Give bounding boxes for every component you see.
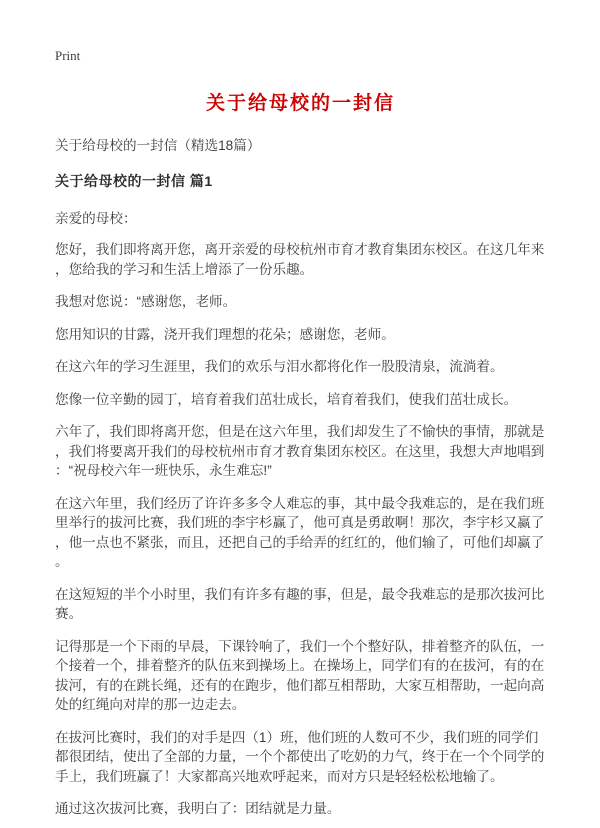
paragraph: 六年了，我们即将离开您，但是在这六年里，我们却发生了不愉快的事情，那就是，我们将要离开我们的母校杭州市育才教育集团东校区。在这里，我想大声地唱到：“祝母校六年一班快乐，永生难忘!” (55, 424, 545, 478)
paragraph: 在这六年的学习生涯里，我们的欢乐与泪水都将化作一股股清泉，流淌着。 (55, 359, 504, 374)
paragraph: 在拔河比赛时，我们的对手是四（1）班，他们班的人数可不少，我们班的同学们都很团结，使出了全部的力量，一个个都使出了吃奶的力气，终于在一个个同学的手上，我们班赢了！大家都高兴地欢呼起来，而对方只是轻轻松松地输了。 (55, 729, 545, 784)
paragraph: 您像一位辛勤的园丁，培育着我们茁壮成长，培育着我们，使我们茁壮成长。 (55, 391, 518, 407)
salutation: 亲爱的母校： (55, 211, 137, 226)
paragraph: 我想对您说：“感谢您，老师。 (55, 294, 237, 309)
document-subtitle: 关于给母校的一封信（精选18篇） (55, 138, 261, 153)
paragraph: 在这短短的半个小时里，我们有许多有趣的事，但是，最令我难忘的是那次拔河比赛。 (55, 586, 545, 621)
paragraph: 在这六年里，我们经历了许许多多令人难忘的事，其中最令我难忘的，是在我们班里举行的拔河比赛，我们班的李宇杉赢了，他可真是勇敢啊！那次，李宇杉又赢了，他一点也不紧张，而且，还把自己的手给弄的红红的，他们输了，可他们却赢了。 (55, 495, 545, 569)
print-button[interactable]: Print (55, 48, 81, 63)
paragraph: 您用知识的甘露，浇开我们理想的花朵；感谢您，老师。 (55, 326, 395, 342)
paragraph: 您好，我们即将离开您，离开亲爱的母校杭州市育才教育集团东校区。在这几年来，您给我的学习和生活上增添了一份乐趣。 (55, 242, 545, 277)
paragraph: 通过这次拔河比赛，我明白了：团结就是力量。 (55, 801, 341, 816)
page-title: 关于给母校的一封信 (205, 93, 395, 114)
section-heading: 关于给母校的一封信 篇1 (55, 173, 213, 189)
paragraph: 记得那是一个下雨的早晨，下课铃响了，我们一个个整好队，排着整齐的队伍，一个接着一个，排着整齐的队伍来到操场上。在操场上，同学们有的在拔河，有的在拔河，有的在跳长绳，还有的在跑步，他们都互相帮助，大家互相帮助，一起向高处的红绳向对岸的那一边走去。 (55, 638, 545, 712)
